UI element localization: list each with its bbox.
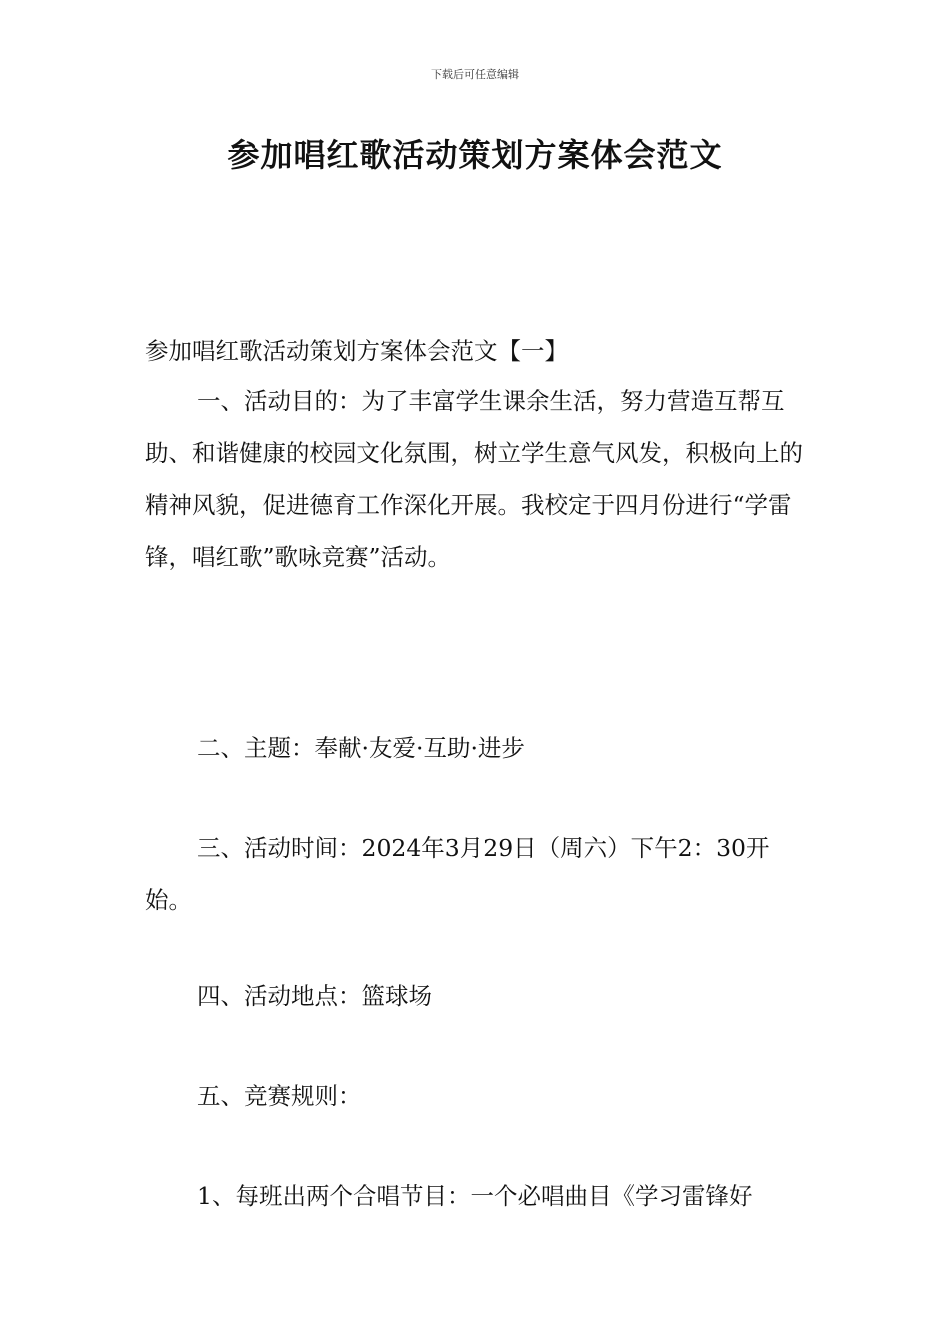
document-title: 参加唱红歌活动策划方案体会范文 <box>227 136 723 174</box>
paragraph-activity-location: 四、活动地点：篮球场 <box>197 982 432 1010</box>
paragraph-competition-rules: 五、竞赛规则： <box>197 1082 362 1110</box>
paragraph-activity-purpose: 一、活动目的：为了丰富学生课余生活，努力营造互帮互助、和谐健康的校园文化氛围，树立学生意气风发，积极向上的精神风貌，促进德育工作深化开展。我校定于四月份进行“学雷锋，唱红歌”歌咏竞赛”活动。 <box>145 387 803 571</box>
paragraph-rule-1: 1、每班出两个合唱节目：一个必唱曲目《学习雷锋好 <box>197 1182 753 1210</box>
paragraph-activity-time: 三、活动时间：2024年3月29日（周六）下午2：30开始。 <box>145 834 770 914</box>
header-note: 下载后可任意编辑 <box>431 68 519 81</box>
section-heading: 参加唱红歌活动策划方案体会范文【一】 <box>145 337 568 365</box>
paragraph-theme: 二、主题：奉献·友爱·互助·进步 <box>197 734 525 762</box>
